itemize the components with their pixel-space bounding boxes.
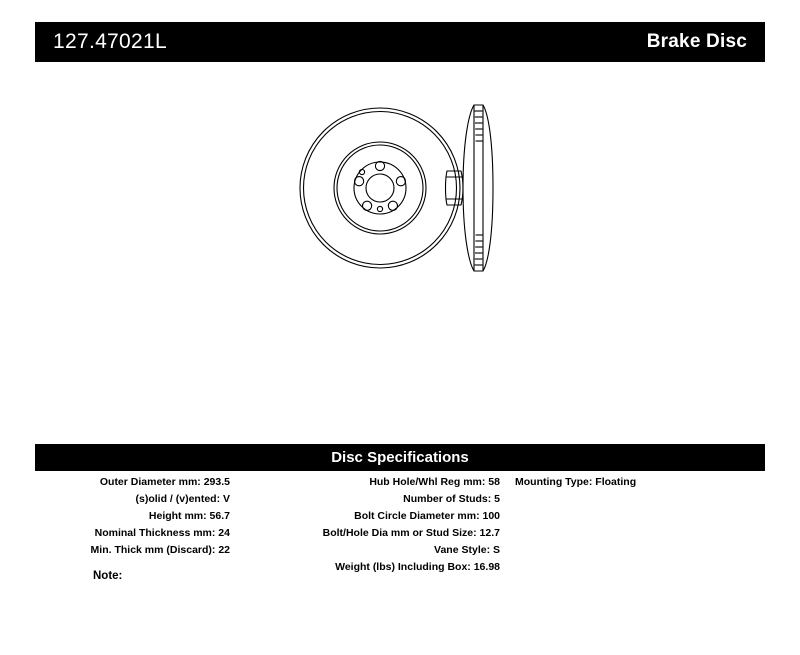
spec-item: Bolt Circle Diameter mm: 100 [354,510,500,522]
spec-item: (s)olid / (v)ented: V [135,493,230,505]
spec-columns [35,474,765,584]
spec-item: Nominal Thickness mm: 24 [94,527,230,539]
product-category-label: Brake Disc [646,31,747,52]
spec-item: Weight (lbs) Including Box: 16.98 [335,561,500,573]
rotor-edge-view [446,105,494,271]
part-number: 127.47021L [53,30,167,53]
spec-section-title: Disc Specifications [331,449,469,466]
spec-section-header [35,444,765,471]
rotor-face-view [300,108,460,268]
spec-item: Mounting Type: Floating [515,476,637,488]
technical-drawing [250,85,550,295]
spec-item: Bolt/Hole Dia mm or Stud Size: 12.7 [322,527,500,539]
spec-column-left [35,474,230,559]
spec-item: Vane Style: S [434,544,500,556]
spec-item: Number of Studs: 5 [403,493,500,505]
rotor-drawing-svg [250,85,550,295]
spec-column-right [515,474,765,491]
header-bar [35,22,765,62]
spec-item: Outer Diameter mm: 293.5 [99,476,230,488]
spec-column-middle [240,474,500,576]
spec-item: Hub Hole/Whl Reg mm: 58 [369,476,500,488]
spec-item: Height mm: 56.7 [148,510,230,522]
note-label: Note: [93,570,123,582]
spec-item: Min. Thick mm (Discard): 22 [90,544,230,556]
